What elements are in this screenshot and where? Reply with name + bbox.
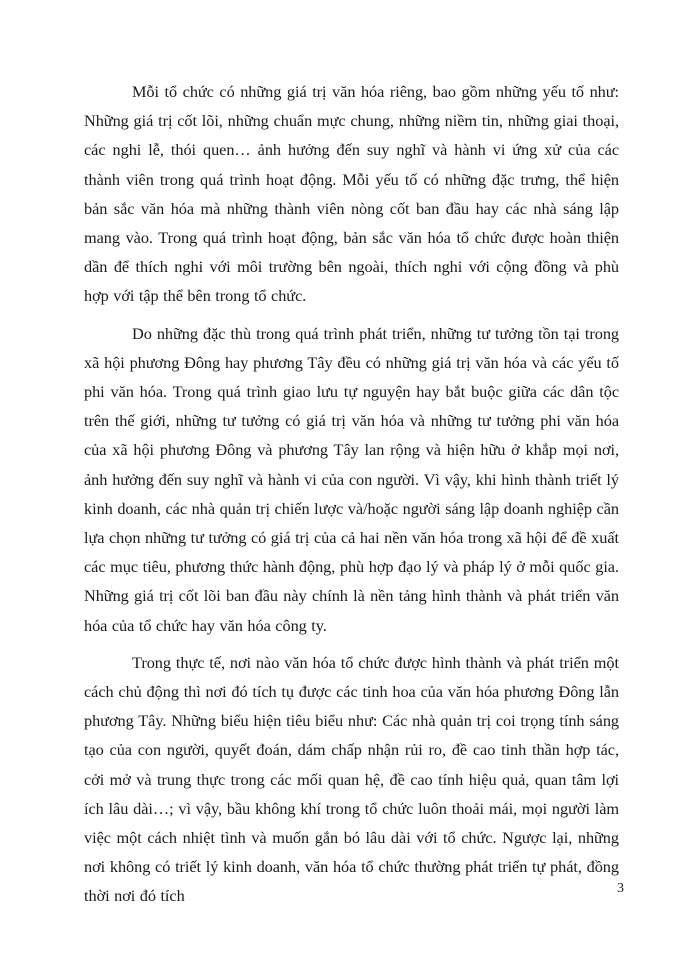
paragraph-1: Mỗi tổ chức có những giá trị văn hóa riêng, bao gồm những yếu tố như: Những giá trị cốt lõi, những chuẩn mực chung, những niềm tin, những giai thoại, các nghi lễ, thói quen… ảnh hưởng đến suy nghĩ và hành vi ứng xử của các thành viên trong quá trình hoạt động. Mỗi yếu tố có những đặc trưng, thể hiện bản sắc văn hóa mà những thành viên nòng cốt ban đầu hay các nhà sáng lập mang vào. Trong quá trình hoạt động, bản sắc văn hóa tổ chức được hoàn thiện dần để thích nghi với môi trường bên ngoài, thích nghi với cộng đồng và phù hợp với tập thể bên trong tổ chức. [84, 82, 619, 306]
body-text [84, 77, 619, 919]
paragraph-3: Trong thực tế, nơi nào văn hóa tổ chức được hình thành và phát triển một cách chủ động thì nơi đó tích tụ được các tinh hoa của văn hóa phương Đông lẫn phương Tây. Những biểu hiện tiêu biểu như: Các nhà quản trị coi trọng tính sáng tạo của con người, quyết đoán, dám chấp nhận rủi ro, đề cao tinh thần hợp tác, cởi mở và trung thực trong các mối quan hệ, đề cao tính hiệu quả, quan tâm lợi ích lâu dài…; vì vậy, bầu không khí trong tổ chức luôn thoải mái, mọi người làm việc một cách nhiệt tình và muốn gắn bó lâu dài với tổ chức. Ngược lại, những nơi không có triết lý kinh doanh, văn hóa tổ chức thường phát triển tự phát, đồng thời nơi đó tích [84, 652, 619, 906]
paragraph-2: Do những đặc thù trong quá trình phát triển, những tư tưởng tồn tại trong xã hội phương Đông hay phương Tây đều có những giá trị văn hóa và các yếu tố phi văn hóa. Trong quá trình giao lưu tự nguyện hay bắt buộc giữa các dân tộc trên thế giới, những tư tưởng có giá trị văn hóa và những tư tưởng phi văn hóa của xã hội phương Đông và phương Tây lan rộng và hiện hữu ở khắp mọi nơi, ảnh hưởng đến suy nghĩ và hành vi của con người. Vì vậy, khi hình thành triết lý kinh doanh, các nhà quản trị chiến lược và/hoặc người sáng lập doanh nghiệp cần lựa chọn những tư tưởng có giá trị của cả hai nền văn hóa trong xã hội để đề xuất các mục tiêu, phương thức hành động, phù hợp đạo lý và pháp lý ở mỗi quốc gia. Những giá trị cốt lõi ban đầu này chính là nền tảng hình thành và phát triển văn hóa của tổ chức hay văn hóa công ty. [84, 323, 619, 635]
page-number: 3 [617, 881, 624, 896]
